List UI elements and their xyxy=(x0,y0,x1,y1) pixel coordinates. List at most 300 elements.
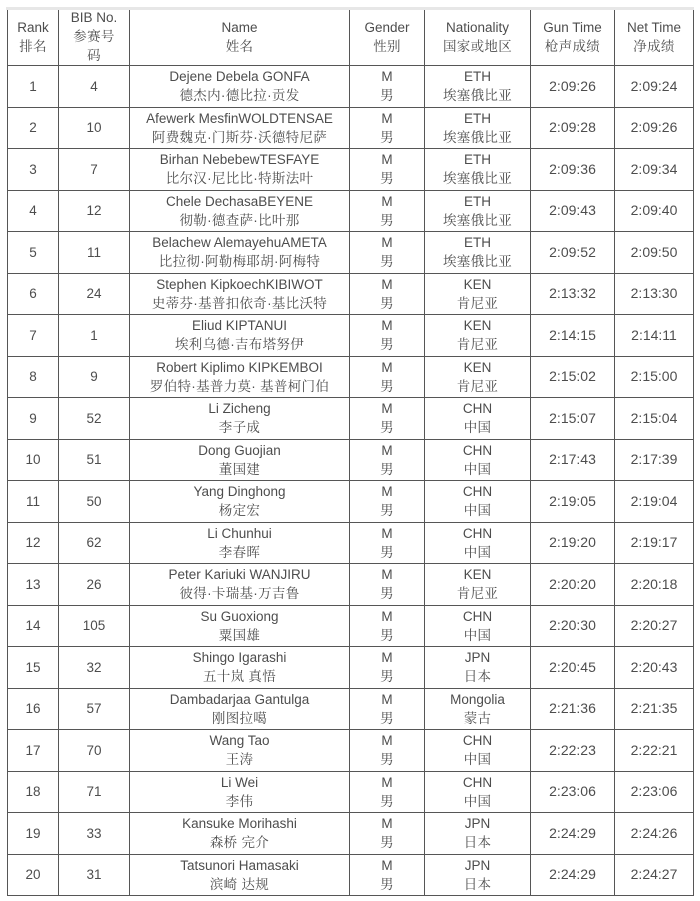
gender-code: M xyxy=(381,525,393,541)
gender-code: M xyxy=(381,235,393,251)
name-chinese: 李伟 xyxy=(225,793,254,809)
name-chinese: 滨崎 达规 xyxy=(209,876,270,892)
gender-chinese: 男 xyxy=(380,295,394,311)
net-time-cell: 2:15:00 xyxy=(615,356,694,398)
nationality-code: CHN xyxy=(462,608,493,624)
rank-cell: 4 xyxy=(8,190,59,232)
nationality-cell xyxy=(425,273,531,315)
header-label-zh: 国家或地区 xyxy=(443,38,512,54)
bib-number-cell: 33 xyxy=(59,813,130,855)
name-chinese: 刚图拉噶 xyxy=(211,710,268,726)
bib-number-cell: 7 xyxy=(59,149,130,191)
name-cell xyxy=(130,273,350,315)
name-cell xyxy=(130,439,350,481)
nationality-code: KEN xyxy=(463,359,492,375)
table-row xyxy=(8,813,694,855)
net-time-cell: 2:15:04 xyxy=(615,398,694,440)
name-english: Li Chunhui xyxy=(207,525,272,541)
table-row xyxy=(8,854,694,896)
nationality-chinese: 中国 xyxy=(463,503,492,519)
rank-cell: 20 xyxy=(8,854,59,896)
rank-cell: 10 xyxy=(8,439,59,481)
gun-time-cell: 2:09:52 xyxy=(531,232,615,274)
header-label-en: BIB No. xyxy=(70,10,118,25)
name-english: Afewerk MesfinWOLDTENSAE xyxy=(146,110,333,126)
table-row xyxy=(8,356,694,398)
name-cell xyxy=(130,315,350,357)
table-row xyxy=(8,107,694,149)
gun-time-cell: 2:19:20 xyxy=(531,522,615,564)
nationality-code: JPN xyxy=(464,650,491,666)
gender-cell xyxy=(350,813,425,855)
header-label-en: Gun Time xyxy=(543,19,602,35)
gun-time-cell: 2:14:15 xyxy=(531,315,615,357)
gender-code: M xyxy=(381,733,393,749)
rank-cell: 19 xyxy=(8,813,59,855)
gender-cell xyxy=(350,107,425,149)
rank-cell: 18 xyxy=(8,771,59,813)
gun-time-cell: 2:20:30 xyxy=(531,605,615,647)
table-body xyxy=(8,66,694,896)
net-time-cell: 2:13:30 xyxy=(615,273,694,315)
name-english: Shingo Igarashi xyxy=(192,650,287,666)
rank-cell: 3 xyxy=(8,149,59,191)
bib-number-cell: 4 xyxy=(59,66,130,108)
rank-cell: 15 xyxy=(8,647,59,689)
net-time-cell: 2:24:26 xyxy=(615,813,694,855)
gender-chinese: 男 xyxy=(380,627,394,643)
gender-cell xyxy=(350,522,425,564)
bib-number-cell: 62 xyxy=(59,522,130,564)
gender-code: M xyxy=(381,650,393,666)
table-row xyxy=(8,149,694,191)
name-english: Stephen KipkoechKIBIWOT xyxy=(156,276,323,292)
nationality-cell xyxy=(425,232,531,274)
nationality-cell xyxy=(425,854,531,896)
gender-code: M xyxy=(381,110,393,126)
column-header-bib xyxy=(59,8,130,66)
header-label-zh: 排名 xyxy=(19,38,47,54)
bib-number-cell: 26 xyxy=(59,564,130,606)
name-cell xyxy=(130,564,350,606)
gender-cell xyxy=(350,149,425,191)
name-english: Peter Kariuki WANJIRU xyxy=(168,567,311,583)
gender-chinese: 男 xyxy=(380,378,394,394)
gun-time-cell: 2:13:32 xyxy=(531,273,615,315)
gender-cell xyxy=(350,66,425,108)
header-label-zh: 净成绩 xyxy=(633,38,675,54)
gun-time-cell: 2:09:36 xyxy=(531,149,615,191)
nationality-cell xyxy=(425,522,531,564)
gun-time-cell: 2:24:29 xyxy=(531,854,615,896)
table-row xyxy=(8,66,694,108)
table-row xyxy=(8,190,694,232)
name-english: Eliud KIPTANUI xyxy=(191,318,288,334)
bib-number-cell: 31 xyxy=(59,854,130,896)
nationality-code: JPN xyxy=(464,816,491,832)
name-chinese: 李春晖 xyxy=(218,544,261,560)
gender-cell xyxy=(350,315,425,357)
name-english: Robert Kiplimo KIPKEMBOI xyxy=(156,359,323,375)
nationality-chinese: 蒙古 xyxy=(463,710,492,726)
bib-number-cell: 52 xyxy=(59,398,130,440)
gun-time-cell: 2:19:05 xyxy=(531,481,615,523)
name-chinese: 董国建 xyxy=(218,461,261,477)
gender-chinese: 男 xyxy=(380,876,394,892)
net-time-cell: 2:09:40 xyxy=(615,190,694,232)
name-cell xyxy=(130,356,350,398)
gun-time-cell: 2:23:06 xyxy=(531,771,615,813)
nationality-cell xyxy=(425,356,531,398)
rank-cell: 7 xyxy=(8,315,59,357)
name-english: Dejene Debela GONFA xyxy=(169,69,310,85)
name-chinese: 王涛 xyxy=(225,752,254,768)
gender-code: M xyxy=(381,318,393,334)
bib-number-cell: 50 xyxy=(59,481,130,523)
gender-code: M xyxy=(381,567,393,583)
gender-cell xyxy=(350,356,425,398)
gender-code: M xyxy=(381,359,393,375)
nationality-code: CHN xyxy=(462,525,493,541)
column-header-nationality xyxy=(425,8,531,66)
table-row xyxy=(8,688,694,730)
name-cell xyxy=(130,107,350,149)
nationality-cell xyxy=(425,813,531,855)
net-time-cell: 2:19:04 xyxy=(615,481,694,523)
gender-cell xyxy=(350,190,425,232)
gender-chinese: 男 xyxy=(380,461,394,477)
gender-code: M xyxy=(381,152,393,168)
nationality-cell xyxy=(425,564,531,606)
gender-code: M xyxy=(381,774,393,790)
bib-number-cell: 32 xyxy=(59,647,130,689)
rank-cell: 17 xyxy=(8,730,59,772)
name-chinese: 阿费魏克·门斯芬·沃德特尼萨 xyxy=(151,129,328,145)
rank-cell: 16 xyxy=(8,688,59,730)
nationality-cell xyxy=(425,730,531,772)
rank-cell: 5 xyxy=(8,232,59,274)
gender-chinese: 男 xyxy=(380,212,394,228)
gun-time-cell: 2:21:36 xyxy=(531,688,615,730)
gun-time-cell: 2:20:20 xyxy=(531,564,615,606)
table-row xyxy=(8,315,694,357)
nationality-code: KEN xyxy=(463,276,492,292)
name-english: Birhan NebebewTESFAYE xyxy=(159,152,320,168)
net-time-cell: 2:20:27 xyxy=(615,605,694,647)
name-chinese: 史蒂芬·基普扣依奇·基比沃特 xyxy=(151,295,328,311)
gender-code: M xyxy=(381,401,393,417)
gender-chinese: 男 xyxy=(380,710,394,726)
name-chinese: 五十岚 真悟 xyxy=(202,669,277,685)
gender-cell xyxy=(350,605,425,647)
gun-time-cell: 2:15:02 xyxy=(531,356,615,398)
name-cell xyxy=(130,190,350,232)
bib-number-cell: 10 xyxy=(59,107,130,149)
gender-code: M xyxy=(381,857,393,873)
nationality-chinese: 埃塞俄比亚 xyxy=(443,129,512,145)
table-row xyxy=(8,481,694,523)
header-label-en: Name xyxy=(221,19,258,35)
nationality-code: ETH xyxy=(464,110,491,126)
rank-cell: 2 xyxy=(8,107,59,149)
nationality-chinese: 中国 xyxy=(463,461,492,477)
nationality-chinese: 肯尼亚 xyxy=(456,295,499,311)
nationality-code: ETH xyxy=(464,193,491,209)
nationality-cell xyxy=(425,647,531,689)
nationality-chinese: 肯尼亚 xyxy=(456,337,499,353)
nationality-chinese: 中国 xyxy=(463,793,492,809)
gender-chinese: 男 xyxy=(380,835,394,851)
gender-cell xyxy=(350,273,425,315)
nationality-chinese: 中国 xyxy=(463,752,492,768)
rank-cell: 11 xyxy=(8,481,59,523)
gender-chinese: 男 xyxy=(380,752,394,768)
name-english: Su Guoxiong xyxy=(200,608,279,624)
name-english: Li Zicheng xyxy=(208,401,271,417)
nationality-code: KEN xyxy=(463,567,492,583)
nationality-chinese: 埃塞俄比亚 xyxy=(443,212,512,228)
net-time-cell: 2:09:26 xyxy=(615,107,694,149)
table-header xyxy=(8,8,694,66)
name-chinese: 埃利乌德·吉布塔努伊 xyxy=(175,337,304,353)
gun-time-cell: 2:09:26 xyxy=(531,66,615,108)
net-time-cell: 2:20:43 xyxy=(615,647,694,689)
gun-time-cell: 2:24:29 xyxy=(531,813,615,855)
nationality-chinese: 日本 xyxy=(463,669,492,685)
nationality-cell xyxy=(425,605,531,647)
header-label-zh: 姓名 xyxy=(225,38,254,54)
nationality-code: JPN xyxy=(464,857,491,873)
gender-chinese: 男 xyxy=(380,544,394,560)
net-time-cell: 2:09:34 xyxy=(615,149,694,191)
gender-code: M xyxy=(381,276,393,292)
net-time-cell: 2:17:39 xyxy=(615,439,694,481)
nationality-cell xyxy=(425,190,531,232)
nationality-chinese: 埃塞俄比亚 xyxy=(443,171,512,187)
table-row xyxy=(8,398,694,440)
name-cell xyxy=(130,647,350,689)
gender-code: M xyxy=(381,691,393,707)
nationality-cell xyxy=(425,149,531,191)
gender-chinese: 男 xyxy=(380,586,394,602)
nationality-cell xyxy=(425,439,531,481)
name-chinese: 森桥 完介 xyxy=(209,835,270,851)
table-row xyxy=(8,605,694,647)
gender-cell xyxy=(350,647,425,689)
name-cell xyxy=(130,813,350,855)
gun-time-cell: 2:09:28 xyxy=(531,107,615,149)
header-label-en: Net Time xyxy=(626,19,681,35)
table-row xyxy=(8,564,694,606)
rank-cell: 14 xyxy=(8,605,59,647)
gun-time-cell: 2:22:23 xyxy=(531,730,615,772)
column-header-gender xyxy=(350,8,425,66)
rank-cell: 6 xyxy=(8,273,59,315)
name-cell xyxy=(130,771,350,813)
name-chinese: 李子成 xyxy=(218,420,261,436)
nationality-chinese: 中国 xyxy=(463,420,492,436)
name-english: Dambadarjaa Gantulga xyxy=(169,691,310,707)
gender-cell xyxy=(350,564,425,606)
name-chinese: 罗伯特·基普力莫· 基普柯门伯 xyxy=(149,378,330,394)
nationality-cell xyxy=(425,688,531,730)
gender-code: M xyxy=(381,69,393,85)
header-label-zh: 参赛号码 xyxy=(73,29,115,63)
net-time-cell: 2:20:18 xyxy=(615,564,694,606)
gender-code: M xyxy=(381,484,393,500)
net-time-cell: 2:23:06 xyxy=(615,771,694,813)
name-cell xyxy=(130,688,350,730)
nationality-code: KEN xyxy=(463,318,492,334)
name-english: Li Wei xyxy=(220,774,259,790)
nationality-cell xyxy=(425,771,531,813)
nationality-code: CHN xyxy=(462,774,493,790)
name-english: Wang Tao xyxy=(209,733,270,749)
gender-cell xyxy=(350,398,425,440)
nationality-code: ETH xyxy=(464,152,491,168)
bib-number-cell: 105 xyxy=(59,605,130,647)
column-header-rank xyxy=(8,8,59,66)
nationality-code: CHN xyxy=(462,733,493,749)
name-cell xyxy=(130,398,350,440)
rank-cell: 13 xyxy=(8,564,59,606)
gender-chinese: 男 xyxy=(380,171,394,187)
table-row xyxy=(8,771,694,813)
header-label-zh: 枪声成绩 xyxy=(544,38,601,54)
nationality-code: CHN xyxy=(462,484,493,500)
gender-cell xyxy=(350,771,425,813)
bib-number-cell: 70 xyxy=(59,730,130,772)
nationality-chinese: 肯尼亚 xyxy=(456,586,499,602)
gender-chinese: 男 xyxy=(380,793,394,809)
bib-number-cell: 9 xyxy=(59,356,130,398)
table-row xyxy=(8,730,694,772)
name-cell xyxy=(130,730,350,772)
gun-time-cell: 2:20:45 xyxy=(531,647,615,689)
table-row xyxy=(8,647,694,689)
bib-number-cell: 71 xyxy=(59,771,130,813)
name-english: Dong Guojian xyxy=(198,442,281,458)
bib-number-cell: 51 xyxy=(59,439,130,481)
name-chinese: 彼得·卡瑞基·万吉鲁 xyxy=(179,586,300,602)
name-cell xyxy=(130,605,350,647)
name-english: Kansuke Morihashi xyxy=(182,816,297,832)
name-cell xyxy=(130,66,350,108)
header-label-zh: 性别 xyxy=(373,38,401,54)
name-chinese: 彻勒·德查萨·比叶那 xyxy=(179,212,300,228)
nationality-chinese: 日本 xyxy=(463,835,492,851)
gender-chinese: 男 xyxy=(380,669,394,685)
net-time-cell: 2:21:35 xyxy=(615,688,694,730)
name-chinese: 比拉彻·阿勒梅耶胡·阿梅特 xyxy=(158,254,321,270)
nationality-chinese: 肯尼亚 xyxy=(456,378,499,394)
nationality-cell xyxy=(425,107,531,149)
nationality-code: CHN xyxy=(462,442,493,458)
nationality-code: ETH xyxy=(464,235,491,251)
gender-chinese: 男 xyxy=(380,420,394,436)
gender-chinese: 男 xyxy=(380,254,394,270)
name-chinese: 杨定宏 xyxy=(218,503,261,519)
name-english: Yang Dinghong xyxy=(193,484,286,500)
race-results-table xyxy=(7,7,694,896)
gender-cell xyxy=(350,730,425,772)
gender-cell xyxy=(350,232,425,274)
name-english: Belachew AlemayehuAMETA xyxy=(152,235,327,251)
nationality-code: ETH xyxy=(464,69,491,85)
nationality-cell xyxy=(425,315,531,357)
gender-code: M xyxy=(381,442,393,458)
gender-code: M xyxy=(381,193,393,209)
nationality-chinese: 日本 xyxy=(463,876,492,892)
gender-code: M xyxy=(381,816,393,832)
bib-number-cell: 12 xyxy=(59,190,130,232)
bib-number-cell: 24 xyxy=(59,273,130,315)
net-time-cell: 2:14:11 xyxy=(615,315,694,357)
name-chinese: 比尔汉·尼比比·特斯法叶 xyxy=(165,171,314,187)
gender-cell xyxy=(350,481,425,523)
table-row xyxy=(8,522,694,564)
name-cell xyxy=(130,522,350,564)
net-time-cell: 2:22:21 xyxy=(615,730,694,772)
gender-cell xyxy=(350,439,425,481)
header-row xyxy=(8,8,694,66)
rank-cell: 9 xyxy=(8,398,59,440)
gender-code: M xyxy=(381,608,393,624)
gun-time-cell: 2:09:43 xyxy=(531,190,615,232)
name-cell xyxy=(130,149,350,191)
table-row xyxy=(8,273,694,315)
column-header-gun-time xyxy=(531,8,615,66)
name-chinese: 德杰内·德比拉·贡发 xyxy=(179,88,300,104)
header-label-en: Rank xyxy=(17,19,49,35)
gender-chinese: 男 xyxy=(380,337,394,353)
nationality-cell xyxy=(425,398,531,440)
net-time-cell: 2:09:50 xyxy=(615,232,694,274)
header-label-en: Nationality xyxy=(445,19,510,35)
rank-cell: 8 xyxy=(8,356,59,398)
name-cell xyxy=(130,232,350,274)
nationality-chinese: 中国 xyxy=(463,544,492,560)
column-header-net-time xyxy=(615,8,694,66)
table-row xyxy=(8,439,694,481)
gender-cell xyxy=(350,688,425,730)
name-english: Chele DechasaBEYENE xyxy=(165,193,314,209)
gender-chinese: 男 xyxy=(380,88,394,104)
column-header-name xyxy=(130,8,350,66)
nationality-chinese: 中国 xyxy=(463,627,492,643)
net-time-cell: 2:09:24 xyxy=(615,66,694,108)
gender-cell xyxy=(350,854,425,896)
gender-chinese: 男 xyxy=(380,503,394,519)
nationality-code: CHN xyxy=(462,401,493,417)
name-english: Tatsunori Hamasaki xyxy=(180,857,299,873)
name-chinese: 粟国雄 xyxy=(218,627,261,643)
bib-number-cell: 1 xyxy=(59,315,130,357)
nationality-cell xyxy=(425,481,531,523)
gun-time-cell: 2:15:07 xyxy=(531,398,615,440)
nationality-code: Mongolia xyxy=(450,691,505,707)
bib-number-cell: 57 xyxy=(59,688,130,730)
gun-time-cell: 2:17:43 xyxy=(531,439,615,481)
rank-cell: 12 xyxy=(8,522,59,564)
net-time-cell: 2:24:27 xyxy=(615,854,694,896)
nationality-chinese: 埃塞俄比亚 xyxy=(443,254,512,270)
net-time-cell: 2:19:17 xyxy=(615,522,694,564)
nationality-cell xyxy=(425,66,531,108)
rank-cell: 1 xyxy=(8,66,59,108)
nationality-chinese: 埃塞俄比亚 xyxy=(443,88,512,104)
gender-chinese: 男 xyxy=(380,129,394,145)
